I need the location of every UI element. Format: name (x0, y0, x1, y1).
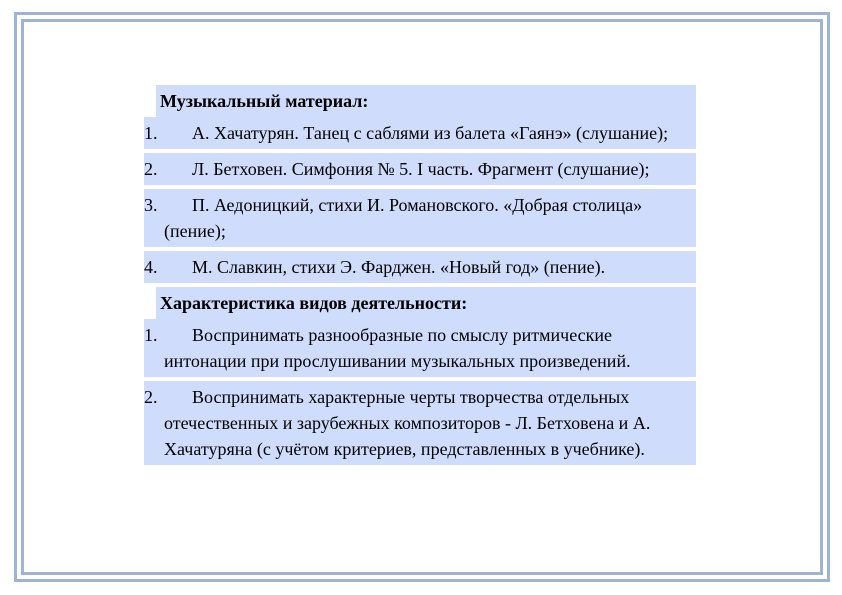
list-number: 2. (144, 387, 158, 407)
list-text: Воспринимать характерные черты творчества отдельных отечественных и зарубежных композиторов - Л. Бетховена и А. Хачатуряна (с учётом критериев, представленных в учебнике). (164, 387, 651, 459)
list-text: П. Аедоницкий, стихи И. Романовского. «Добрая столица» (пение); (164, 195, 643, 241)
section-heading: Характеристика видов деятельности: (156, 287, 696, 319)
section-heading: Музыкальный материал: (156, 85, 696, 117)
list-number: 1. (144, 325, 158, 345)
list-number: 1. (144, 123, 158, 143)
list-item (144, 153, 696, 185)
list-item (144, 189, 696, 247)
list-number: 4. (144, 257, 158, 277)
list-item (144, 251, 696, 283)
list-item (144, 117, 696, 149)
list-item (144, 319, 696, 377)
list-text: Воспринимать разнообразные по смыслу ритмические интонации при прослушивании музыкальных произведений. (164, 325, 631, 371)
list-item (144, 381, 696, 465)
slide-content (144, 85, 696, 465)
list-number: 3. (144, 195, 158, 215)
section-activity-characteristics (144, 287, 696, 319)
list-number: 2. (144, 159, 158, 179)
section-music-material (144, 85, 696, 117)
list-text: Л. Бетховен. Симфония № 5. I часть. Фрагмент (слушание); (192, 159, 650, 179)
list-text: М. Славкин, стихи Э. Фарджен. «Новый год» (пение). (192, 257, 606, 277)
list-text: А. Хачатурян. Танец с саблями из балета «Гаянэ» (слушание); (192, 123, 669, 143)
